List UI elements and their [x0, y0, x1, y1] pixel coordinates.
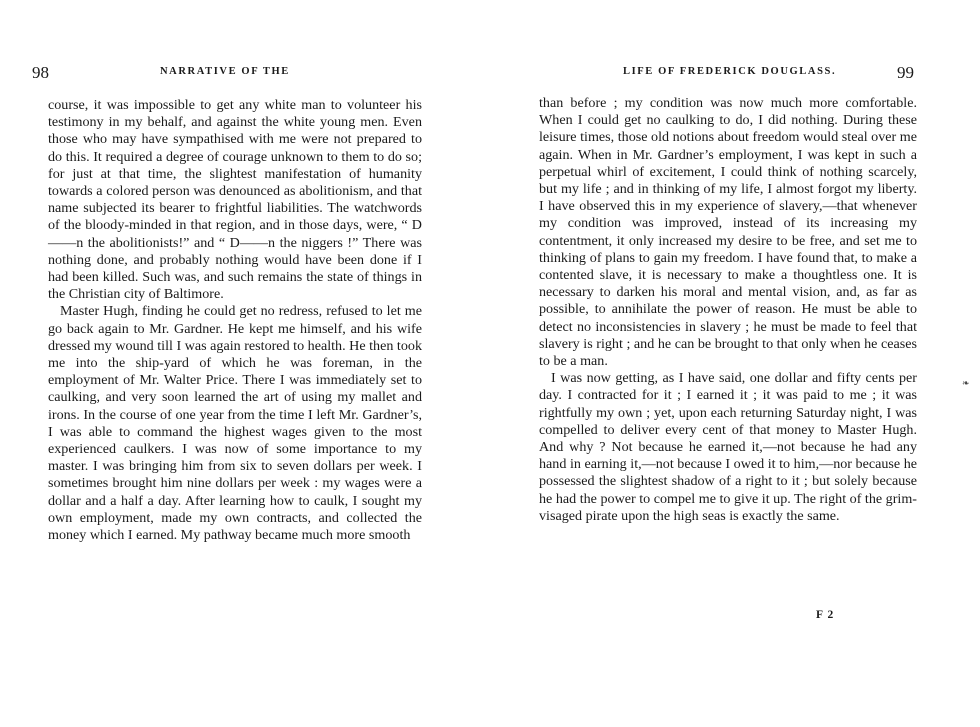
left-page-number: 98	[32, 63, 49, 82]
right-page-body	[539, 95, 917, 525]
signature-mark: F 2	[816, 609, 835, 621]
right-page-number: 99	[897, 63, 914, 82]
right-running-head: LIFE OF FREDERICK DOUGLASS.	[623, 66, 837, 77]
left-paragraph-1: course, it was impossible to get any white man to volunteer his testimony in my behalf, and against the white young men. Even those who may have sympathised with me were not prepared to do this. It required a degree of courage unknown to them to do so; for just at that time, the slightest manifestation of humanity towards a colored person was denounced as abolitionism, and that name subjected its bearer to frightful liabilities. The watchwords of the bloody-minded in that region, and in those days, were, “ D——n the abolitionists!” and “ D——n the niggers !” There was nothing done, and probably nothing would have been done if I had been killed. Such was, and such remains the state of things in the Christian city of Baltimore.	[48, 97, 422, 303]
right-paragraph-1: than before ; my condition was now much more comfortable. When I could get no caulking to do, I did nothing. During these leisure times, those old notions about freedom would steal over me again. When in Mr. Gardner’s employment, I was kept in such a perpetual whirl of excitement, I could think of nothing scarcely, but my life ; and in thinking of my life, I almost forgot my liberty. I have observed this in my experience of slavery,—that whenever my condition was improved, instead of its increasing my contentment, it only increased my desire to be free, and set me to thinking of plans to gain my freedom. I have found that, to make a contented slave, it is necessary to make a thoughtless one. It is necessary to darken his moral and mental vision, and, as far as possible, to annihilate the power of reason. He must be able to detect no inconsistencies in slavery ; he must be made to feel that slavery is right ; and he can be brought to that only when he ceases to be a man.	[539, 95, 917, 370]
left-page-body	[48, 97, 422, 544]
right-paragraph-2: I was now getting, as I have said, one dollar and fifty cents per day. I contracted for it ; I earned it ; it was paid to me ; it was rightfully my own ; yet, upon each returning Saturday night, I was compelled to deliver every cent of that money to Master Hugh. And why ? Not because he earned it,—not because he had any hand in earning it,—not because I owed it to him,—nor because he possessed the slightest shadow of a right to it ; but solely because he had the power to compel me to give it up. The right of the grim-visaged pirate upon the high seas is exactly the same.	[539, 370, 917, 524]
left-running-head: NARRATIVE OF THE	[160, 66, 290, 77]
right-page	[490, 0, 980, 727]
left-paragraph-2: Master Hugh, finding he could get no redress, refused to let me go back again to Mr. Gardner. He kept me himself, and his wife dressed my wound till I was again restored to health. He then took me into the ship-yard of which he was foreman, in the employment of Mr. Walter Price. There I was immediately set to caulking, and very soon learned the art of using my mallet and irons. In the course of one year from the time I left Mr. Gardner’s, I was able to command the highest wages given to the most experienced caulkers. I was now of some importance to my master. I was bringing him from six to seven dollars per week. I sometimes brought him nine dollars per week : my wages were a dollar and a half a day. After learning how to caulk, I sought my own employment, made my own contracts, and collected the money which I earned. My pathway became much more smooth	[48, 303, 422, 544]
margin-mark-icon: ❧	[962, 378, 970, 388]
